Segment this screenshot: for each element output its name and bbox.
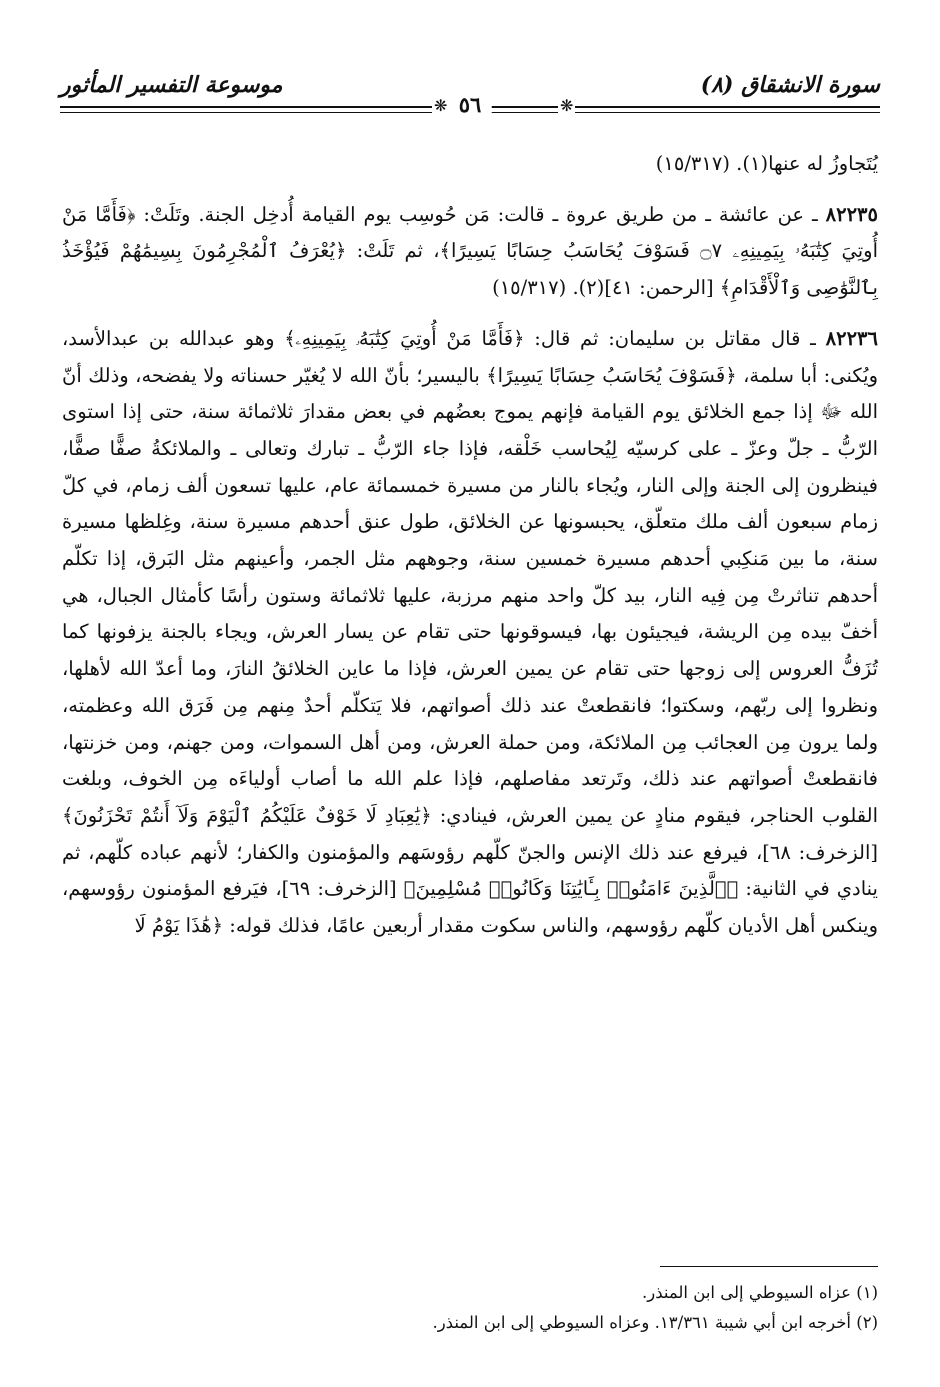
main-text xyxy=(62,146,878,959)
narration-number: ٨٢٢٣٦ xyxy=(825,326,879,350)
page-number: ٥٦ xyxy=(449,92,492,117)
paragraph-text: ـ قال مقاتل بن سليمان: ثم قال: ﴿فَأَمَّا مَنْ أُوتِيَ كِتَٰبَهُۥ بِيَمِينِهِۦ﴾ وهو عبدالله بن عبدالأسد، ويُكنى: أبا سلمة، ﴿فَسَوْفَ يُحَاسَبُ حِسَابًا يَسِيرًا﴾ باليسير؛ بأنّ الله لا يُغيّر حسناته ولا يفضحه، وذلك أنّ الله ﷻ إذا جمع الخلائق يوم القيامة فإنهم يموج بعضُهم في بعض مقدارَ ثلاثمائة سنة، حتى إذا استوى الرّبُّ ـ جلّ وعزّ ـ على كرسيّه لِيُحاسب خَلْقه، فإذا جاء الرّبُّ ـ تبارك وتعالى ـ والملائكةُ صفًّا صفًّا، فينظرون إلى الجنة وإلى النار، ويُجاء بالنار من مسيرة خمسمائة عام، عليها تسعون ألف زمام، في كلّ زمام سبعون ألف ملك متعلّق، يحبسونها عن الخلائق، طول عنق أحدهم مسيرة سنة، وغِلظها مسيرة سنة، ما بين مَنكِبي أحدهم مسيرة خمسين سنة، وجوههم مثل الجمر، وأعينهم مثل البَرق، إذا تكلّم أحدهم تناثرتْ مِن فِيه النار، بيد كلّ واحد منهم مرزبة، عليها ثلاثمائة وستون رأسًا كأمثال الجبال، هي أخفّ بيده مِن الريشة، فيجيئون بها، فيسوقونها حتى تقام عن يسار العرش، ويجاء بالجنة يزفونها كما تُزَفُّ العروس إلى زوجها حتى تقام عن يمين العرش، فإذا ما عاين الخلائقُ النارَ، وما أعدّ الله لأهلها، ونظروا إلى ربّهم، وسكتوا؛ فانقطعتْ عند ذلك أصواتهم، فلا يَتكلّم أحدٌ مِنهم مِن فَرَق الله وعظمته، ولما يرون مِن العجائب مِن الملائكة، ومن حملة العرش، ومن أهل السموات، ومن جهنم، ومن خزنتها، فانقطعتْ أصواتهم عند ذلك، وتَرتعد مفاصلهم، فإذا علم الله ما أصاب أولياءَه مِن الخوف، وبلغت القلوب الحناجر، فيقوم منادٍ عن يمين العرش، فينادي: ﴿يَٰعِبَادِ لَا خَوْفٌ عَلَيْكُمُ ٱلْيَوْمَ وَلَآ أَنتُمْ تَحْزَنُونَ﴾ [الزخرف: ٦٨]، فيرفع عند ذلك الإنس والجنّ كلّهم رؤوسَهم والمؤمنون والكفار؛ لأنهم عباده كلّهم، ثم ينادي في الثانية: ﴿ٱلَّذِينَ ءَامَنُوا۟ بِـَٔايَٰتِنَا وَكَانُوا۟ مُسْلِمِينَ﴾ [الزخرف: ٦٩]، فيَرفع المؤمنون رؤوسهم، وينكس أهل الأديان كلّهم رؤوسهم، والناس سكوت مقدار أربعين عامًا، فذلك قوله: ﴿هَٰذَا يَوْمُ لَا xyxy=(62,326,878,938)
book-title: موسوعة التفسير المأثور xyxy=(60,72,283,98)
ornament-icon: ❋ xyxy=(560,96,574,115)
paragraph-continuation xyxy=(62,146,878,183)
footnote: (٢) أخرجه ابن أبي شيبة ١٣/٣٦١. وعزاه السيوطي إلى ابن المنذر. xyxy=(432,1313,878,1332)
footnote: (١) عزاه السيوطي إلى ابن المنذر. xyxy=(642,1283,878,1302)
paragraph-text: ـ عن عائشة ـ من طريق عروة ـ قالت: مَن حُوسِب يوم القيامة أُدخِل الجنة. وتَلَتْ: ﴿فَأَمَّا مَنْ أُوتِيَ كِتَٰبَهُۥ بِيَمِينِهِۦ ۝٧ فَسَوْفَ يُحَاسَبُ حِسَابًا يَسِيرًا﴾، ثم تَلَتْ: ﴿يُعْرَفُ ٱلْمُجْرِمُونَ بِسِيمَٰهُمْ فَيُؤْخَذُ بِٱلنَّوَٰصِى وَٱلْأَقْدَامِ﴾ [الرحمن: ٤١](٢). (١٥/٣١٧) xyxy=(62,202,878,300)
page-header xyxy=(60,66,880,122)
ornament-icon: ❋ xyxy=(434,96,448,115)
surah-heading: سورة الانشقاق (٨) xyxy=(700,72,880,98)
narration-number: ٨٢٢٣٥ xyxy=(825,202,878,226)
footnotes xyxy=(62,1278,878,1338)
footnote-divider xyxy=(660,1266,878,1267)
paragraph-text: يُتَجاوزُ له عنها(١). (١٥/٣١٧) xyxy=(655,152,878,175)
narration-paragraph xyxy=(62,321,878,945)
narration-paragraph xyxy=(62,197,878,307)
